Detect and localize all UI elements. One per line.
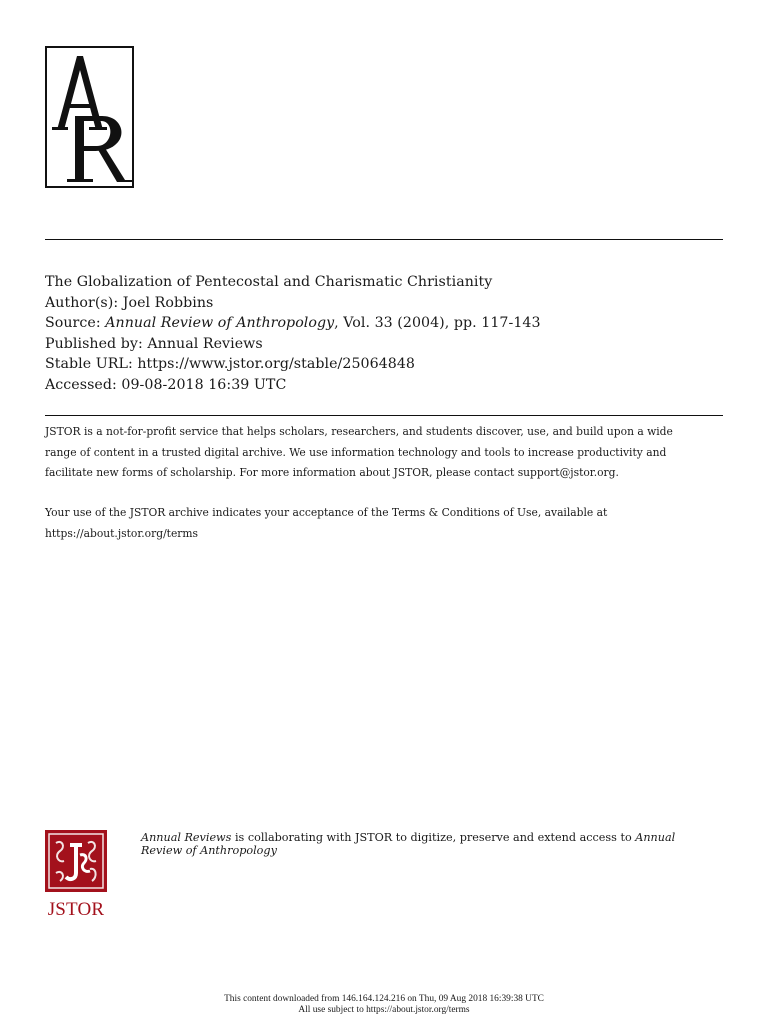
stable-url-line — [45, 354, 541, 375]
accessed-label: Accessed: — [45, 376, 122, 393]
accessed-line — [45, 375, 541, 396]
stable-url-label: Stable URL: — [45, 356, 138, 372]
collaboration-note — [141, 832, 701, 858]
publisher-line — [45, 334, 541, 355]
jstor-wordmark: JSTOR — [47, 899, 105, 920]
authors-label: Author(s): — [45, 294, 123, 311]
notice-line: facilitate new forms of scholarship. For more information about JSTOR, please contact support@jstor.org. — [45, 466, 619, 480]
jstor-notice — [45, 422, 725, 484]
notice-line: JSTOR is a not-for-profit service that helps scholars, researchers, and students discover, use, and build upon a wide — [45, 425, 673, 438]
annual-reviews-logo — [45, 46, 134, 188]
authors-value: Joel Robbins — [122, 294, 214, 311]
source-details: , Vol. 33 (2004), pp. 117-143 — [334, 315, 541, 331]
collab-publisher: Annual Reviews — [141, 831, 232, 844]
collab-journal-b: Review of Anthropology — [141, 843, 277, 857]
stable-url-link[interactable]: https://www.jstor.org/stable/25064848 — [137, 356, 415, 372]
terms-link[interactable]: https://about.jstor.org/terms — [45, 526, 199, 540]
article-title: The Globalization of Pentecostal and Charismatic Christianity — [45, 274, 493, 290]
middle-divider — [45, 415, 723, 416]
collab-middle: is collaborating with JSTOR to digitize, preserve and extend access to — [231, 831, 636, 844]
terms-line: Your use of the JSTOR archive indicates your acceptance of the Terms & Conditions of Use, available at — [45, 506, 608, 519]
terms-footer: All use subject to https://about.jstor.org/terms — [298, 1005, 470, 1015]
source-line — [45, 313, 541, 334]
top-divider — [45, 239, 723, 240]
authors-line — [45, 293, 541, 314]
accessed-value: 09-08-2018 16:39 UTC — [121, 376, 287, 393]
jstor-emblem-icon — [44, 829, 108, 893]
source-label: Source: — [45, 315, 106, 331]
notice-line: range of content in a trusted digital archive. We use information technology and tools to increase productivity and — [45, 445, 667, 459]
source-journal: Annual Review of Anthropology — [105, 315, 335, 331]
publisher-label: Published by: — [45, 335, 148, 352]
ar-monogram-icon — [47, 48, 132, 186]
terms-notice — [45, 503, 725, 544]
jstor-logo — [44, 829, 108, 919]
collab-journal-a: Annual — [635, 831, 676, 844]
citation-block — [45, 272, 541, 395]
download-footer: This content downloaded from 146.164.124.216 on Thu, 09 Aug 2018 16:39:38 UTC — [224, 994, 544, 1004]
publisher-value: Annual Reviews — [147, 335, 263, 352]
